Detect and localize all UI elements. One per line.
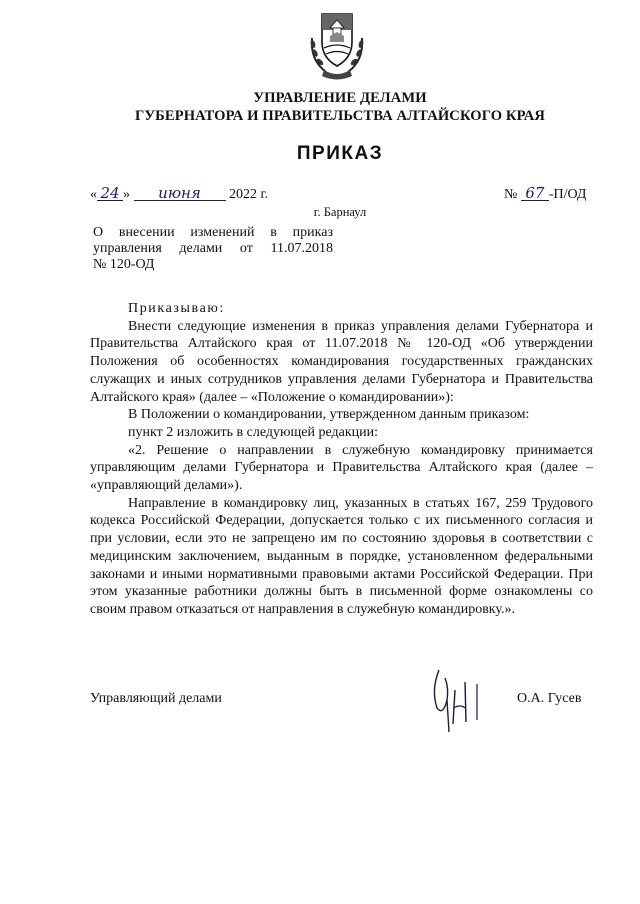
paragraph-1: Внести следующие изменения в приказ управления делами Губернатора и Правительства Алтайского края от 11.07.2018 № 120-ОД «Об утверждении Положения об особенностях командирования государственных гражданских служащих и иных сотрудников управления делами Губернатора и Правительства Алтайского края» (далее – «Положение о командировании»): (90, 318, 593, 405)
city: г. Барнаул (313, 205, 367, 219)
subject-line2: управления делами от 11.07.2018 (93, 241, 333, 256)
paragraph-4: «2. Решение о направлении в служебную командировку принимается управляющим делами Губернатора и Правительства Алтайского края (далее – «управляющий делами»). (90, 442, 593, 494)
subject-line1: О внесении изменений в приказ (93, 225, 333, 240)
coat-of-arms-emblem (302, 8, 372, 82)
document-title: ПРИКАЗ (296, 143, 384, 164)
date-day: 24 (97, 186, 123, 201)
signatory-position: Управляющий делами (90, 691, 222, 706)
date-month: июня (134, 186, 226, 201)
paragraph-5: Направление в командировку лиц, указанных в статьях 167, 259 Трудового кодекса Российской Федерации, допускается только с их письменного согласия и при условии, если это не запрещено им по состоянию здоровья в соответствии с медицинским заключением, выданным в порядке, установленном федеральными законами и иными нормативными правовыми актами Российской Федерации. При этом указанные работники должны быть в письменной форме ознакомлены со своим правом отказаться от направления в служебную командировку.». (90, 495, 593, 617)
order-word: Приказываю: (128, 301, 225, 316)
number-value: 67 (521, 186, 549, 201)
subject-line3: № 120-ОД (93, 257, 155, 272)
document-subject (93, 225, 333, 273)
number-suffix: -П/ОД (548, 187, 587, 202)
number-prefix: № (504, 187, 518, 202)
document-date (90, 186, 268, 203)
date-open-quote: « (90, 187, 97, 202)
document-number (504, 186, 586, 203)
paragraph-3: пункт 2 изложить в следующей редакции: (128, 424, 378, 440)
handwritten-signature (425, 660, 495, 735)
document-body (90, 300, 593, 619)
date-close-quote: » (123, 187, 130, 202)
date-year: 2022 г. (229, 187, 269, 202)
organization-name-line2: ГУБЕРНАТОРА И ПРАВИТЕЛЬСТВА АЛТАЙСКОГО КРАЯ (134, 108, 546, 124)
organization-name-line1: УПРАВЛЕНИЕ ДЕЛАМИ (253, 90, 427, 106)
signatory-name: О.А. Гусев (517, 691, 582, 706)
paragraph-2: В Положении о командировании, утвержденном данным приказом: (128, 407, 530, 423)
